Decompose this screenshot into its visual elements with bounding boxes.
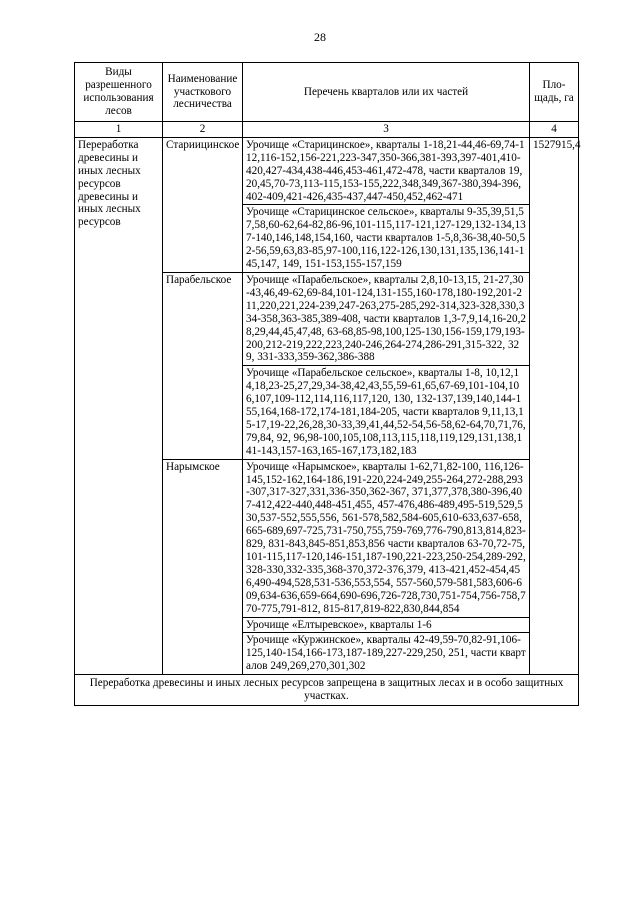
header-area: Пло-щадь, га <box>530 63 579 122</box>
use-type-cell: Переработка древесины и иных лесных ресурсов древесины и иных лесных ресурсов <box>75 137 163 674</box>
district-name: Стариицинское <box>163 137 243 272</box>
column-number: 1 <box>75 122 163 138</box>
tract-cell: Урочище «Старицинское», кварталы 1-18,21-44,46-69,74-112,116-152,156-221,223-347,350-366,381-393,397-401,410-420,427-434,438-446,453-461,472-478, части кварталов 19,20,45,70-73,113-115,153-155,222,348,349,367-380,394-396,402-409,421-426,435-437,447-450,452,462-471 <box>243 137 530 205</box>
footer-note: Переработка древесины и иных лесных ресурсов запрещена в защитных лесах и в особо защитных участках. <box>75 675 579 706</box>
header-district: Наименование участкового лесничества <box>163 63 243 122</box>
forest-use-table <box>74 62 579 706</box>
header-quarters: Перечень кварталов или их частей <box>243 63 530 122</box>
area-cell: 1527915,4 <box>530 137 579 674</box>
district-name: Парабельское <box>163 272 243 459</box>
column-number: 2 <box>163 122 243 138</box>
table-row <box>75 137 579 205</box>
header-row <box>75 63 579 122</box>
tract-cell: Урочище «Елтыревское», кварталы 1-6 <box>243 617 530 633</box>
tract-cell: Урочище «Нарымское», кварталы 1-62,71,82-100, 116,126-145,152-162,164-186,191-220,224-249,255-264,272-288,293-307,317-327,331,336-350,362-367, 371,377,378,380-396,407-412,422-440,448-451,455, 457-476,486-489,495-519,529,530,537-552,555,556, 561-578,582,584-605,610-633,637-658,665-689,697-725,731-750,755,759-769,776-790,813,814,823-829, 831-843,845-851,853,856 части кварталов 63-70,72-75,101-115,117-120,146-151,187-190,221-223,250-254,289-292,328-330,332-335,368-370,372-376,379, 413-421,452-454,456,490-494,528,531-536,553,554, 557-560,579-581,583,606-609,634-636,659-664,690-696,726-728,730,751-754,756-758,770-775,791-812, 815-817,819-822,830,844,854 <box>243 459 530 617</box>
tract-cell: Урочище «Куржинское», кварталы 42-49,59-70,82-91,106-125,140-154,166-173,187-189,227-229,250, 251, части кварталов 249,269,270,301,302 <box>243 633 530 675</box>
tract-cell: Урочище «Парабельское сельское», кварталы 1-8, 10,12,14,18,23-25,27,29,34-38,42,43,55,59-61,65,67-69,101-104,106,107,109-112,114,116,117,120, 130, 132-137,139,140,144-155,164,168-172,174-181,184-205, части кварталов 9,11,13,15-17,19-22,26,28,30-33,39,41,44,52-54,56-58,62-64,70,71,76,79,84, 92, 96,98-100,105,108,113,115,118,119,129,131,138,141-143,157-163,165-167,173,182,183 <box>243 366 530 459</box>
page-number: 28 <box>314 30 326 44</box>
district-name: Нарымское <box>163 459 243 675</box>
header-use-type: Виды разрешенного использования лесов <box>75 63 163 122</box>
column-number-row <box>75 122 579 138</box>
footer-row <box>75 675 579 706</box>
column-number: 4 <box>530 122 579 138</box>
tract-cell: Урочище «Старицинское сельское», кварталы 9-35,39,51,57,58,60-62,64-82,86-96,101-115,117-121,127-129,132-134,137-140,146,148,154,160, части кварталов 1-5,8,36-38,40-50,52-56,59,63,83-85,97-100,116,122-126,130,131,135,136,141-145,147, 149, 151-153,155-157,159 <box>243 205 530 273</box>
column-number: 3 <box>243 122 530 138</box>
tract-cell: Урочище «Парабельское», кварталы 2,8,10-13,15, 21-27,30-43,46,49-62,69-84,101-124,131-155,160-178,180-192,201-211,220,221,224-239,247-263,275-285,292-314,323-328,330,334-358,363-385,389-408, части кварталов 1,3-7,9,14,16-20,28,29,44,45,47,48, 63-68,85-98,100,125-130,156-159,179,193-200,212-219,222,223,240-246,264-274,286-291,315-322, 329, 331-333,359-362,386-388 <box>243 272 530 365</box>
